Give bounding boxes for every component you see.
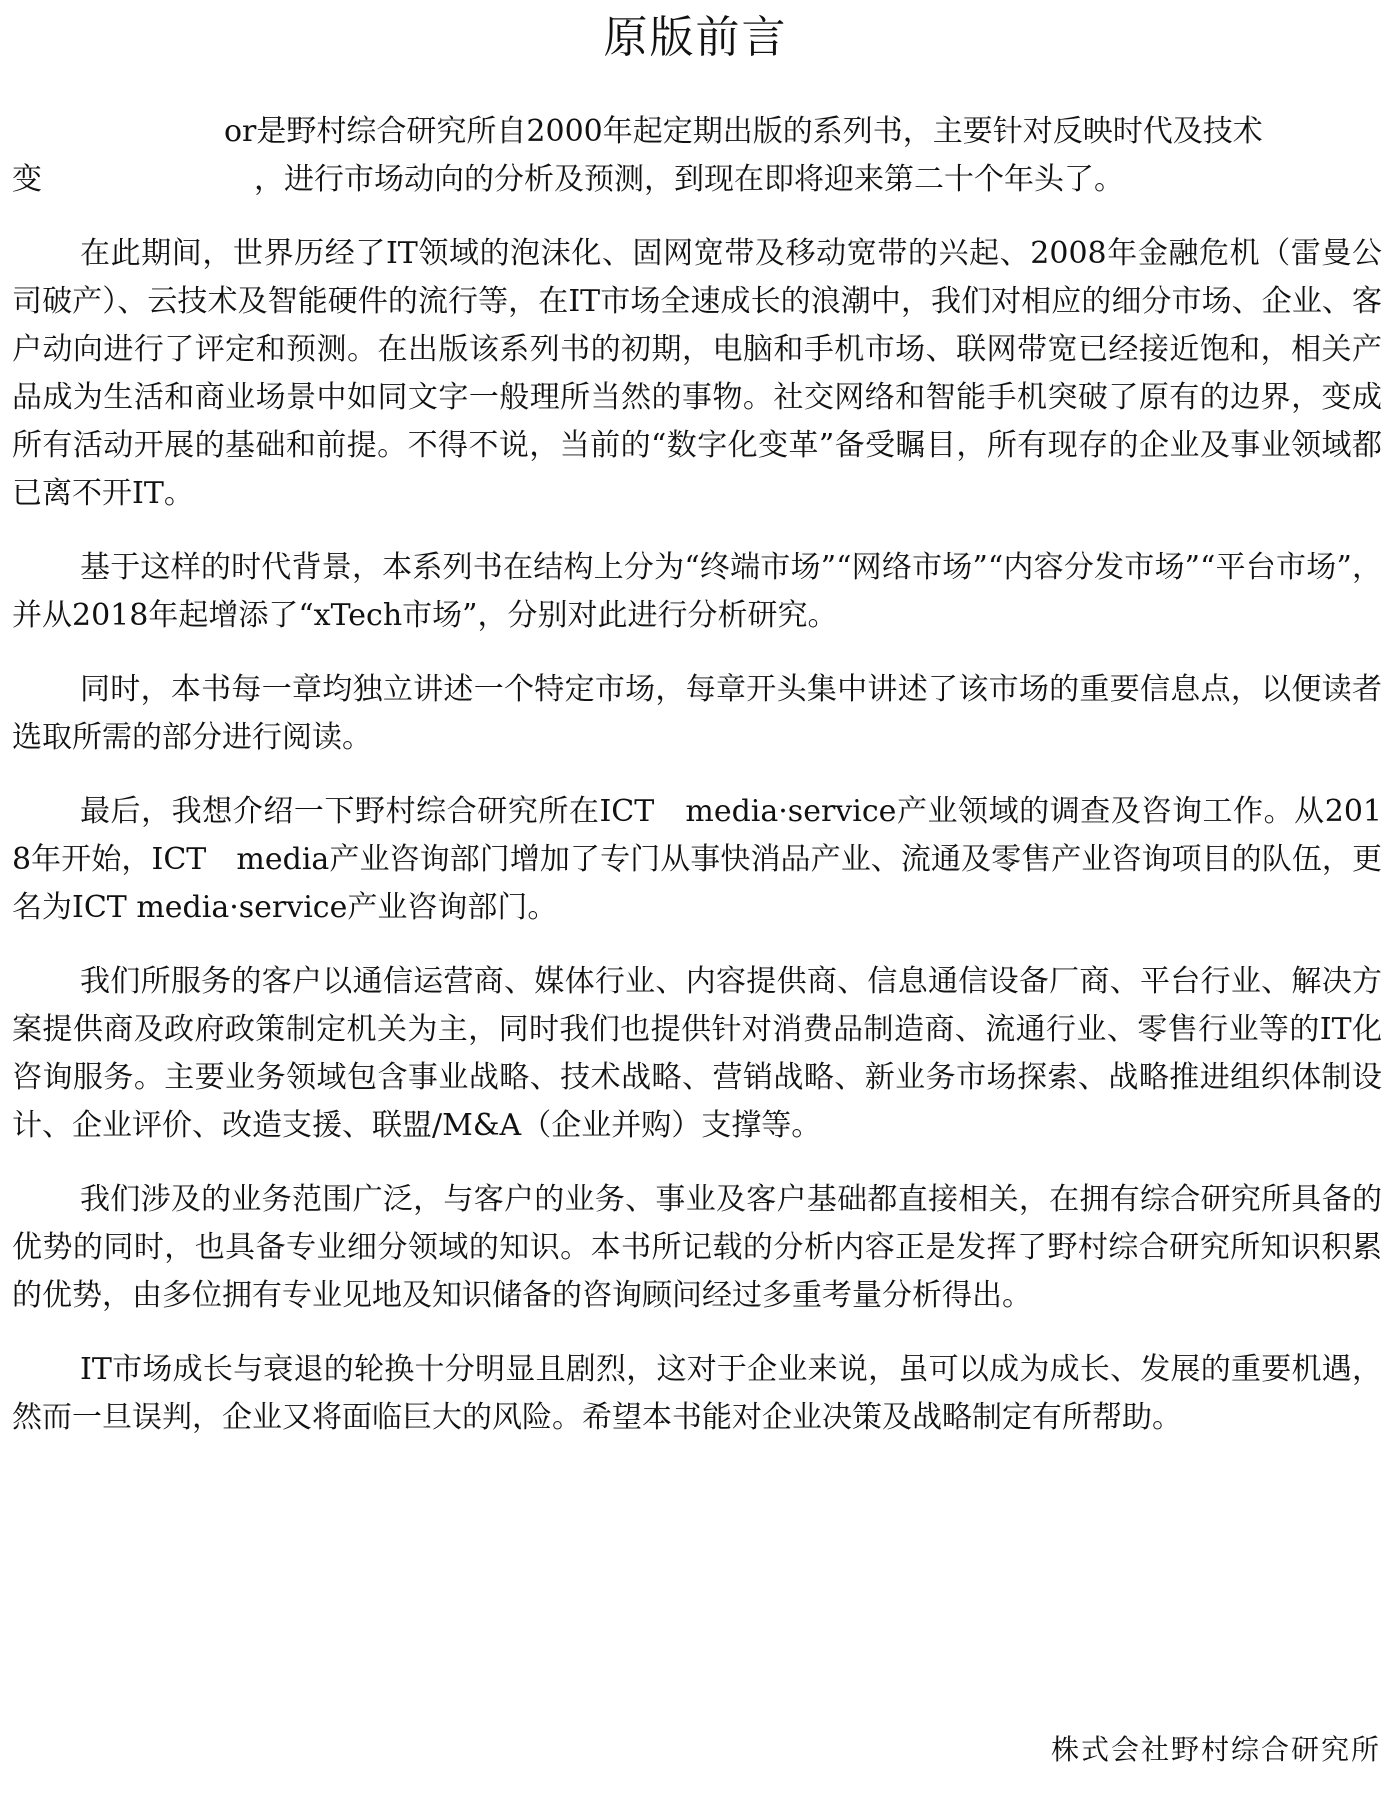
paragraph-3: 基于这样的时代背景，本系列书在结构上分为“终端市场”“网络市场”“内容分发市场”“平台市场”，并从2018年起增添了“xTech市场”，分别对此进行分析研究。 — [12, 550, 1382, 633]
paragraph-2: 在此期间，世界历经了IT领域的泡沫化、固网宽带及移动宽带的兴起、2008年金融危机（雷曼公司破产）、云技术及智能硬件的流行等，在IT市场全速成长的浪潮中，我们对相应的细分市场、企业、客户动向进行了评定和预测。在出版该系列书的初期，电脑和手机市场、联网带宽已经接近饱和，相关产品成为生活和商业场景中如同文字一般理所当然的事物。社交网络和智能手机突破了原有的边界，变成所有活动开展的基础和前提。不得不说，当前的“数字化变革”备受瞩目，所有现存的企业及事业领域都已离不开IT。 — [12, 236, 1382, 511]
paragraph-8: IT市场成长与衰退的轮换十分明显且剧烈，这对于企业来说，虽可以成为成长、发展的重要机遇，然而一旦误判，企业又将面临巨大的风险。希望本书能对企业决策及战略制定有所帮助。 — [12, 1352, 1382, 1435]
page-title: 原版前言 — [603, 12, 788, 63]
paragraph-1 — [12, 108, 1382, 204]
paragraph-6: 我们所服务的客户以通信运营商、媒体行业、内容提供商、信息通信设备厂商、平台行业、解决方案提供商及政府政策制定机关为主，同时我们也提供针对消费品制造商、流通行业、零售行业等的IT化咨询服务。主要业务领域包含事业战略、技术战略、营销战略、新业务市场探索、战略推进组织体制设计、企业评价、改造支援、联盟/M&A（企业并购）支撑等。 — [12, 964, 1382, 1143]
paragraph-1-line-1: or是野村综合研究所自2000年起定期出版的系列书，主要针对反映时代及技术 — [224, 114, 1263, 149]
preface-body — [12, 108, 1382, 1468]
paragraph-7: 我们涉及的业务范围广泛，与客户的业务、事业及客户基础都直接相关，在拥有综合研究所具备的优势的同时，也具备专业细分领域的知识。本书所记载的分析内容正是发挥了野村综合研究所知识积累的优势，由多位拥有专业见地及知识储备的咨询顾问经过多重考量分析得出。 — [12, 1182, 1382, 1313]
paragraph-5: 最后，我想介绍一下野村综合研究所在ICT media·service产业领域的调查及咨询工作。从2018年开始，ICT media产业咨询部门增加了专门从事快消品产业、流通及零售产业咨询项目的队伍，更名为ICT media·service产业咨询部门。 — [12, 794, 1382, 925]
paragraph-1-line-2: ，进行市场动向的分析及预测，到现在即将迎来第二十个年头了。 — [254, 162, 1124, 197]
paragraph-4: 同时，本书每一章均独立讲述一个特定市场，每章开头集中讲述了该市场的重要信息点，以便读者选取所需的部分进行阅读。 — [12, 672, 1382, 755]
signature: 株式会社野村综合研究所 — [1050, 1733, 1381, 1766]
paragraph-1-line-2-prefix: 变 — [12, 162, 42, 197]
